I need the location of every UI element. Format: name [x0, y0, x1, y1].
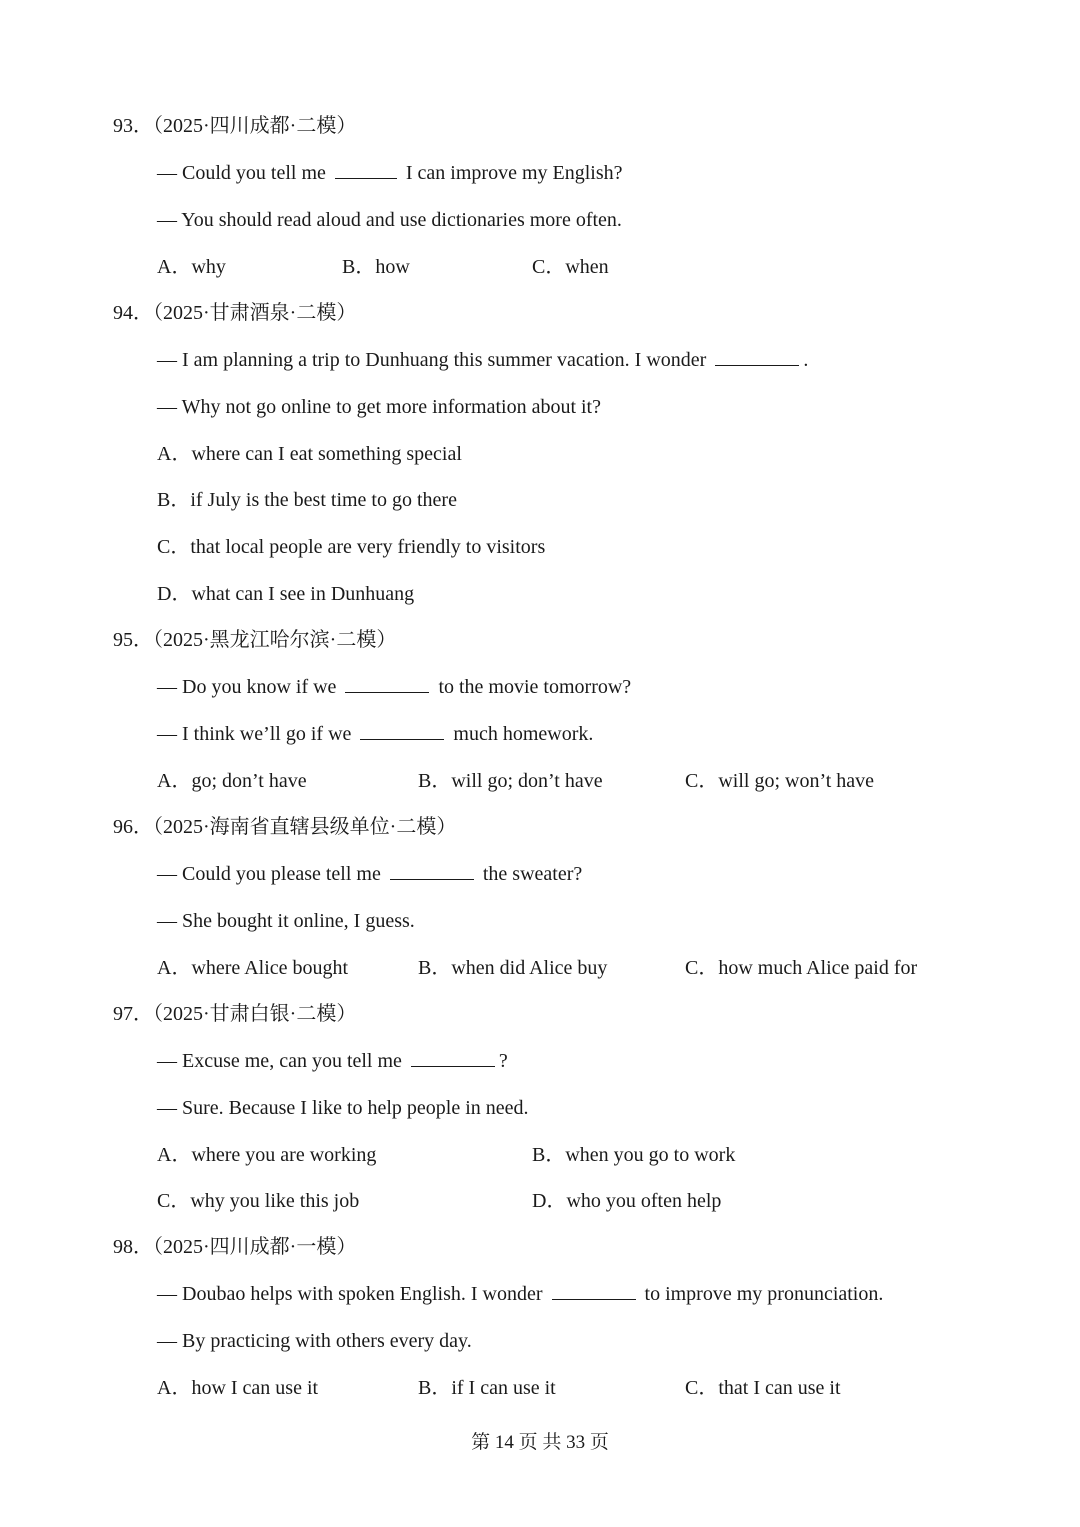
- dialogue-line: — By practicing with others every day.: [157, 1330, 472, 1352]
- option-c[interactable]: C．will go; won’t have: [685, 770, 875, 792]
- dialogue-line: — Why not go online to get more information about it?: [157, 396, 601, 418]
- option-b[interactable]: B．if July is the best time to go there: [157, 489, 457, 511]
- question-header: [113, 1001, 356, 1027]
- option-c[interactable]: C．how much Alice paid for: [685, 957, 918, 979]
- question-number: 97．: [113, 1003, 153, 1025]
- option-c[interactable]: C．why you like this job: [157, 1190, 360, 1212]
- question-source: （2025·四川成都·一模）: [153, 1236, 357, 1258]
- question-source: （2025·海南省直辖县级单位·二模）: [153, 816, 457, 838]
- option-d[interactable]: D．what can I see in Dunhuang: [157, 583, 415, 605]
- question-source: （2025·甘肃酒泉·二模）: [153, 302, 357, 324]
- answer-blank: [715, 347, 799, 366]
- question-number: 95．: [113, 629, 153, 651]
- answer-blank: [411, 1048, 495, 1067]
- option-b[interactable]: B．if I can use it: [418, 1377, 556, 1399]
- answer-blank: [390, 861, 474, 880]
- option-a[interactable]: A．where can I eat something special: [157, 443, 462, 465]
- question-source: （2025·黑龙江哈尔滨·二模）: [153, 629, 397, 651]
- option-a[interactable]: A．how I can use it: [157, 1377, 319, 1399]
- option-b[interactable]: B．when did Alice buy: [418, 957, 608, 979]
- dialogue-line: — Sure. Because I like to help people in need.: [157, 1097, 529, 1119]
- option-d[interactable]: D．who you often help: [532, 1190, 722, 1212]
- dialogue-line: — Excuse me, can you tell me ?: [157, 1050, 508, 1072]
- dialogue-line: — Could you tell me I can improve my English?: [157, 162, 623, 184]
- question-header: [113, 627, 396, 653]
- dialogue-line: — I am planning a trip to Dunhuang this summer vacation. I wonder .: [157, 349, 809, 371]
- question-source: （2025·四川成都·二模）: [153, 115, 357, 137]
- answer-blank: [360, 721, 444, 740]
- option-c[interactable]: C．when: [532, 256, 609, 278]
- dialogue-line: — I think we’ll go if we much homework.: [157, 723, 594, 745]
- option-a[interactable]: A．where you are working: [157, 1144, 377, 1166]
- question-header: [113, 300, 356, 326]
- option-c[interactable]: C．that I can use it: [685, 1377, 841, 1399]
- question-number: 98．: [113, 1236, 153, 1258]
- dialogue-line: — Doubao helps with spoken English. I wonder to improve my pronunciation.: [157, 1283, 884, 1305]
- dialogue-line: — Could you please tell me the sweater?: [157, 863, 583, 885]
- question-header: [113, 113, 356, 139]
- question-source: （2025·甘肃白银·二模）: [153, 1003, 357, 1025]
- option-a[interactable]: A．where Alice bought: [157, 957, 349, 979]
- option-c[interactable]: C．that local people are very friendly to visitors: [157, 536, 546, 558]
- option-a[interactable]: A．why: [157, 256, 226, 278]
- question-header: [113, 814, 456, 840]
- answer-blank: [552, 1281, 636, 1300]
- option-b[interactable]: B．when you go to work: [532, 1144, 736, 1166]
- option-a[interactable]: A．go; don’t have: [157, 770, 307, 792]
- dialogue-line: — You should read aloud and use dictionaries more often.: [157, 209, 622, 231]
- option-b[interactable]: B．will go; don’t have: [418, 770, 603, 792]
- dialogue-line: — Do you know if we to the movie tomorrow?: [157, 676, 632, 698]
- answer-blank: [335, 160, 397, 179]
- question-header: [113, 1234, 356, 1260]
- page-footer: 第 14 页 共 33 页: [471, 1432, 609, 1453]
- question-number: 96．: [113, 816, 153, 838]
- question-number: 93．: [113, 115, 153, 137]
- answer-blank: [345, 674, 429, 693]
- dialogue-line: — She bought it online, I guess.: [157, 910, 415, 932]
- option-b[interactable]: B．how: [342, 256, 410, 278]
- question-number: 94．: [113, 302, 153, 324]
